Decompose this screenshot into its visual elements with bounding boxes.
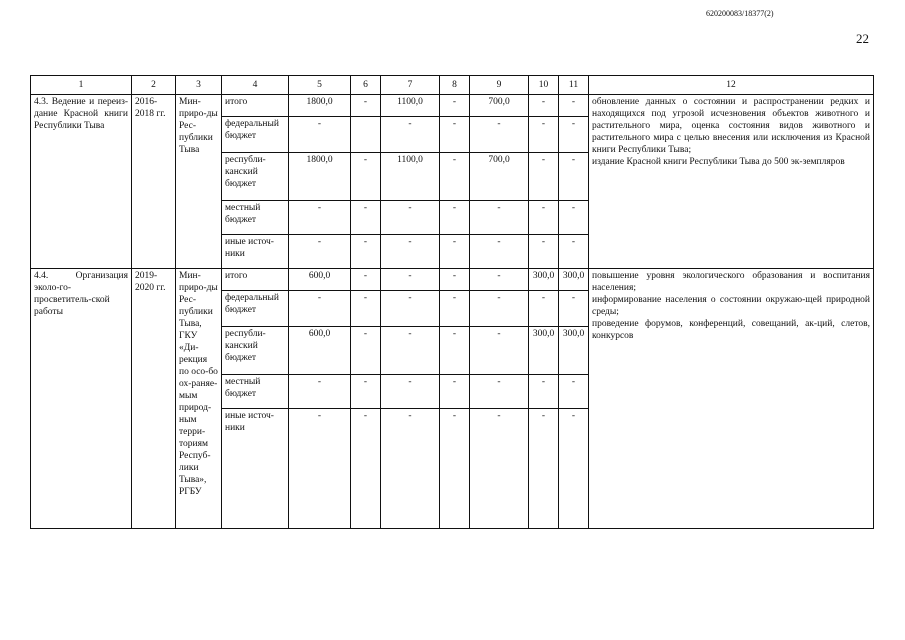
value-cell [351, 117, 381, 153]
value-cell: - [559, 409, 589, 529]
value-cell: - [289, 201, 351, 235]
column-header: 5 [289, 76, 351, 95]
value-cell: - [470, 117, 529, 153]
header-row [31, 76, 874, 95]
funding-source-cell: местный бюджет [222, 201, 289, 235]
value-cell: - [440, 375, 470, 409]
value-cell: - [381, 375, 440, 409]
period-cell: 2019-2020 гг. [132, 269, 176, 529]
column-header: 12 [589, 76, 874, 95]
funding-source-cell: федеральный бюджет [222, 117, 289, 153]
column-header: 2 [132, 76, 176, 95]
column-header: 11 [559, 76, 589, 95]
value-cell: - [529, 117, 559, 153]
column-header: 4 [222, 76, 289, 95]
value-cell: - [470, 235, 529, 269]
funding-source-cell: республи-канский бюджет [222, 153, 289, 201]
value-cell: 700,0 [470, 95, 529, 117]
value-cell: 1100,0 [381, 95, 440, 117]
value-cell: - [440, 327, 470, 375]
value-cell: 600,0 [289, 327, 351, 375]
value-cell: - [440, 153, 470, 201]
value-cell: - [381, 235, 440, 269]
value-cell: - [351, 409, 381, 529]
table-row [31, 269, 874, 291]
measures-table [30, 75, 874, 529]
value-cell: - [381, 291, 440, 327]
value-cell: - [351, 201, 381, 235]
value-cell: - [381, 201, 440, 235]
value-cell: - [440, 95, 470, 117]
value-cell: - [381, 269, 440, 291]
value-cell: - [289, 409, 351, 529]
value-cell: - [289, 291, 351, 327]
value-cell: - [289, 235, 351, 269]
value-cell: - [351, 269, 381, 291]
value-cell: - [470, 201, 529, 235]
value-cell: - [470, 269, 529, 291]
column-header: 8 [440, 76, 470, 95]
value-cell: - [351, 291, 381, 327]
value-cell: - [440, 269, 470, 291]
value-cell: 1100,0 [381, 153, 440, 201]
table-body [31, 95, 874, 529]
measure-name-cell: 4.4. Организация эколо-го-просветитель-ской работы [31, 269, 132, 529]
value-cell: - [559, 153, 589, 201]
funding-source-cell: иные источ-ники [222, 235, 289, 269]
value-cell: - [381, 117, 440, 153]
funding-source-cell: местный бюджет [222, 375, 289, 409]
value-cell: - [529, 201, 559, 235]
value-cell: - [529, 235, 559, 269]
column-header: 7 [381, 76, 440, 95]
value-cell: - [381, 327, 440, 375]
value-cell: 300,0 [559, 327, 589, 375]
value-cell: - [440, 201, 470, 235]
column-header: 9 [470, 76, 529, 95]
value-cell: - [351, 327, 381, 375]
page-number: 22 [856, 31, 869, 46]
executor-cell: Мин-приро-ды Рес-публики Тыва, ГКУ «Ди-рекция по осо-бо ох-раняе-мым природ-ным терри-ториям Респуб-лики Тыва», РГБУ [176, 269, 222, 529]
column-header: 6 [351, 76, 381, 95]
value-cell: - [559, 201, 589, 235]
value-cell: - [440, 117, 470, 153]
measure-name-cell: 4.3. Ведение и переиз-дание Красной книги Республики Тыва [31, 95, 132, 269]
executor-cell: Мин-приро-ды Рес-публики Тыва [176, 95, 222, 269]
expected-result-cell: повышение уровня экологического образования и воспитания населения; информирование населения о состоянии окружаю-щей природной среды; проведение форумов, конференций, совещаний, ак-ций, слетов, конкурсов [589, 269, 874, 529]
value-cell: - [529, 291, 559, 327]
document-id: 620200083/18377(2) [706, 9, 774, 18]
value-cell: - [559, 95, 589, 117]
funding-source-cell: республи-канский бюджет [222, 327, 289, 375]
period-cell: 2016-2018 гг. [132, 95, 176, 269]
value-cell: 1800,0 [289, 95, 351, 117]
value-cell: 300,0 [529, 269, 559, 291]
value-cell: - [440, 235, 470, 269]
value-cell: 300,0 [559, 269, 589, 291]
funding-source-cell: итого [222, 269, 289, 291]
column-header: 1 [31, 76, 132, 95]
value-cell: - [559, 291, 589, 327]
value-cell: - [529, 95, 559, 117]
value-cell: 1800,0 [289, 153, 351, 201]
funding-source-cell: иные источ-ники [222, 409, 289, 529]
value-cell: - [529, 153, 559, 201]
value-cell: - [470, 375, 529, 409]
value-cell: - [470, 291, 529, 327]
value-cell: - [351, 153, 381, 201]
value-cell: - [289, 375, 351, 409]
column-header: 10 [529, 76, 559, 95]
value-cell: - [351, 95, 381, 117]
value-cell: - [440, 409, 470, 529]
value-cell: - [351, 235, 381, 269]
value-cell: - [559, 375, 589, 409]
value-cell: - [440, 291, 470, 327]
value-cell: 700,0 [470, 153, 529, 201]
value-cell: - [470, 409, 529, 529]
column-header: 3 [176, 76, 222, 95]
value-cell: - [381, 409, 440, 529]
value-cell: - [289, 117, 351, 153]
value-cell: 600,0 [289, 269, 351, 291]
value-cell: - [351, 375, 381, 409]
value-cell: - [559, 117, 589, 153]
funding-source-cell: федеральный бюджет [222, 291, 289, 327]
value-cell: 300,0 [529, 327, 559, 375]
funding-source-cell: итого [222, 95, 289, 117]
expected-result-cell: обновление данных о состоянии и распространении редких и находящихся под угрозой исчезновения объектов животного и растительного мира, оценка состояния видов животного и растительного мира с целью внесения или исключения из Красной книги Республики Тыва; издание Красной книги Республики Тыва до 500 эк-земпляров [589, 95, 874, 269]
table-row [31, 95, 874, 117]
value-cell: - [470, 327, 529, 375]
value-cell: - [529, 409, 559, 529]
value-cell: - [529, 375, 559, 409]
value-cell: - [559, 235, 589, 269]
